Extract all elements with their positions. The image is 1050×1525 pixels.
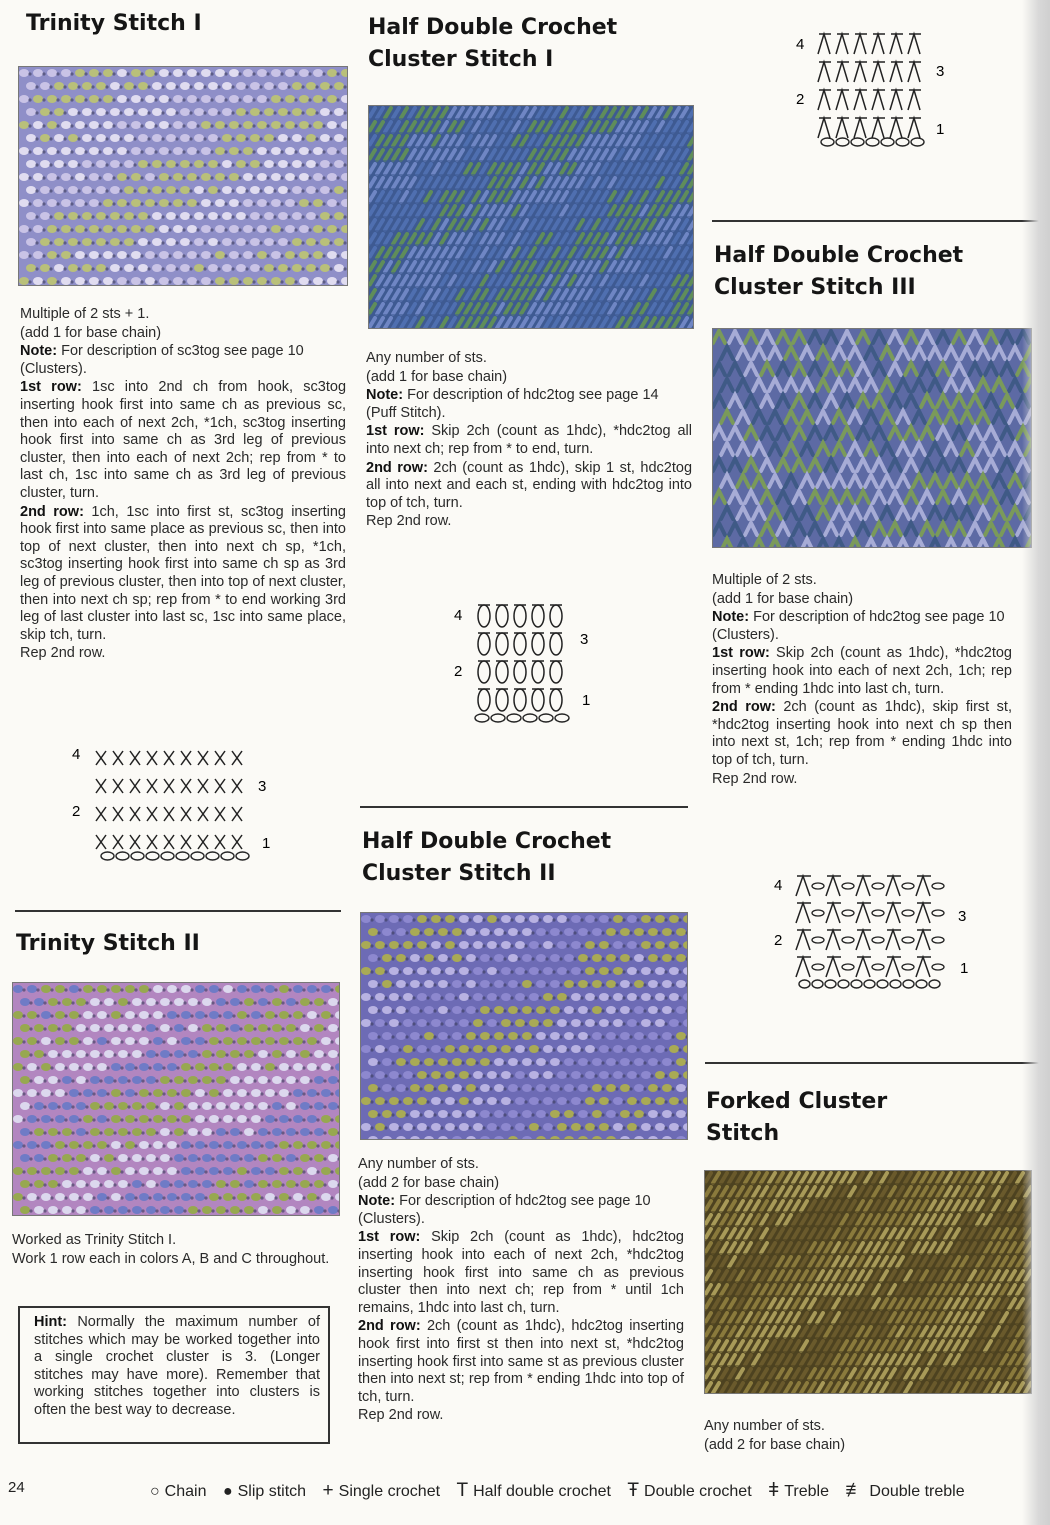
row-number: 1 [960,960,969,977]
note-label: Note: [20,343,58,360]
row1-text: Skip 2ch (count as 1hdc), hdc2tog inserting hook into each of next 2ch, *hdc2tog inserting hook first into same ch as previous cluster then into next ch; rep from * until 1ch remains, 1hdc into last ch, turn. [358,1229,684,1316]
legend-slip-stitch: ● Slip stitch [222,1483,307,1500]
row-number: 3 [580,631,589,648]
row1-text: Skip 2ch (count as 1hdc), *hdc2tog inserting hook into each of next 2ch, 1ch; rep from * ending 1hdc into last ch, turn. [712,645,1012,697]
single-crochet-icon: + [322,1480,334,1501]
forked-cluster-title-line2: Stitch [706,1121,780,1146]
hint-label: Hint: [34,1314,68,1330]
trinity-stitch-1-diagram [70,738,290,867]
note-text: For description of hdc2tog see page 10 (Clusters). [712,609,1005,643]
forked-cluster-title-line1: Forked Cluster [706,1089,888,1114]
row2-text: 2ch (count as 1hdc), skip first st, *hdc2tog inserting hook into next ch sp then into next st, 1ch; rep from * ending 1hdc into top of tch, turn. [712,699,1012,768]
row1-text: 1sc into 2nd ch from hook, sc3tog inserting hook first into same ch as previous sc, then into each of next 2ch, *1ch, sc3tog inserting hook first into same ch as 3rd leg of previous cluster, then into each of next 2ch; rep from * to last ch, 1sc into same ch as 3rd leg of previous cluster, turn. [20,379,347,501]
row2-text: 2ch (count as 1hdc), hdc2tog inserting hook first into first st then into next st, *hdc2tog inserting hook first into same st as previous cluster then into next st; rep from * ending 1hdc into top of tch, turn. [358,1318,685,1405]
treble-icon: ǂ [768,1480,780,1501]
row1-label: 1st row: [358,1229,421,1246]
slip-stitch-icon: ● [222,1483,233,1500]
base-chain-text: (add 1 for base chain) [366,368,508,385]
hdc-cluster-3-title-line1: Half Double Crochet [714,243,964,268]
hdc-cluster-3-heading [714,240,963,304]
worked-as-text: Worked as Trinity Stitch I. [12,1232,177,1248]
row1-label: 1st row: [20,379,82,396]
hdc-cluster-1-diagram [450,598,600,731]
base-chain-text: (add 2 for base chain) [704,1436,846,1453]
note-text: For description of hdc2tog see page 14 (Puff Stitch). [366,387,659,421]
legend-half-double-crochet: T Half double crochet [456,1480,611,1501]
hdc-cluster-2-swatch [360,912,688,1140]
hdc-cluster-1-swatch [368,105,694,329]
double-crochet-icon: Ŧ [627,1480,640,1501]
row-number: 2 [454,663,463,680]
hdc-cluster-2-instructions [358,1156,684,1426]
base-chain-text: (add 1 for base chain) [712,590,854,607]
hdc-cluster-3-title-line2: Cluster Stitch III [714,275,916,300]
half-double-crochet-icon: T [456,1480,469,1501]
row-number: 4 [72,746,81,763]
row-number: 1 [936,121,945,138]
hdc-cluster-2-diagram [790,28,960,157]
any-number-text: Any number of sts. [358,1156,479,1172]
hint-box [18,1306,330,1444]
note-label: Note: [366,387,404,404]
trinity-stitch-1-title: Trinity Stitch I [26,11,202,36]
hdc-cluster-2-title-line2: Cluster Stitch II [362,861,556,886]
page-number: 24 [8,1479,25,1496]
forked-cluster-instructions [704,1418,1024,1455]
any-number-text: Any number of sts. [704,1418,825,1434]
hdc-cluster-2-heading [362,826,611,890]
section-divider [705,1062,1050,1064]
note-text: For description of sc3tog see page 10 (Clusters). [20,343,304,377]
row1-label: 1st row: [712,645,770,662]
repeat-text: Rep 2nd row. [366,513,452,530]
row-number: 1 [262,835,271,852]
row-number: 3 [958,908,967,925]
trinity-stitch-1-swatch [18,66,348,286]
row-number: 2 [796,91,805,108]
legend-double-crochet: Ŧ Double crochet [627,1480,752,1501]
forked-cluster-heading [706,1086,887,1150]
row-number: 3 [936,63,945,80]
multiple-text: Multiple of 2 sts + 1. [20,306,150,322]
row2-label: 2nd row: [712,699,776,716]
row2-text: 1ch, 1sc into first st, sc3tog inserting hook first into same place as previous sc, then into top of next cluster, then into next ch sp, *1ch, sc3tog inserting hook first into same ch sp as 3rd leg of previous cluster, then into top of next cluster, then into next ch sp; rep from * to end working 3rd leg of last cluster into last sc, 1sc into same place, skip tch, turn. [20,503,346,643]
base-chain-text: (add 1 for base chain) [20,324,162,341]
chain-icon: ○ [150,1483,160,1500]
row2-label: 2nd row: [366,459,428,476]
forked-cluster-swatch [704,1170,1032,1394]
row-number: 3 [258,778,267,795]
note-label: Note: [358,1193,396,1210]
row-number: 2 [72,803,81,820]
section-divider [360,806,688,808]
row1-text: Skip 2ch (count as 1hdc), *hdc2tog all into next ch; rep from * to end, turn. [366,423,693,457]
row2-label: 2nd row: [358,1318,421,1335]
trinity-stitch-1-instructions [20,306,346,664]
page-gutter-shadow [1022,0,1050,1525]
multiple-text: Multiple of 2 sts. [712,572,817,588]
double-treble-icon: ≢ [845,1480,865,1501]
hdc-cluster-1-heading [368,12,617,76]
repeat-text: Rep 2nd row. [712,770,798,787]
trinity-stitch-2-instructions [12,1232,338,1269]
colors-text: Work 1 row each in colors A, B and C throughout. [12,1250,330,1267]
any-number-text: Any number of sts. [366,350,487,366]
row2-label: 2nd row: [20,503,84,520]
row-number: 4 [796,36,805,53]
section-divider [15,910,341,912]
trinity-stitch-2-title: Trinity Stitch II [16,931,200,956]
trinity-stitch-2-swatch [12,982,340,1216]
row2-text: 2ch (count as 1hdc), skip 1 st, hdc2tog all into next and each st, ending with hdc2tog into top of tch, turn. [366,459,693,511]
hdc-cluster-1-instructions [366,350,692,532]
row1-label: 1st row: [366,423,425,440]
hdc-cluster-3-diagram [770,868,980,995]
hdc-cluster-3-swatch [712,328,1032,548]
hdc-cluster-1-title-line1: Half Double Crochet [368,15,618,40]
note-text: For description of hdc2tog see page 10 (Clusters). [358,1193,651,1227]
hint-text: Normally the maximum number of stitches which may be worked together into a single crochet cluster is 3. (Longer stitches may have more). Remember that working stitches together into clusters is often the best way to decrease. [34,1314,320,1418]
legend-chain: ○ Chain [150,1483,207,1500]
row-number: 4 [774,877,783,894]
section-divider [712,220,1050,222]
hdc-cluster-1-title-line2: Cluster Stitch I [368,47,554,72]
row-number: 4 [454,607,463,624]
repeat-text: Rep 2nd row. [20,645,106,662]
hdc-cluster-2-title-line1: Half Double Crochet [362,829,612,854]
row-number: 2 [774,932,783,949]
note-label: Note: [712,609,750,626]
symbol-legend [150,1480,977,1502]
legend-treble: ǂ Treble [768,1480,829,1501]
legend-double-treble: ≢ Double treble [845,1480,965,1501]
row-number: 1 [582,692,591,709]
repeat-text: Rep 2nd row. [358,1407,444,1424]
legend-single-crochet: + Single crochet [322,1480,441,1501]
base-chain-text: (add 2 for base chain) [358,1174,500,1191]
hdc-cluster-3-instructions [712,572,1012,789]
